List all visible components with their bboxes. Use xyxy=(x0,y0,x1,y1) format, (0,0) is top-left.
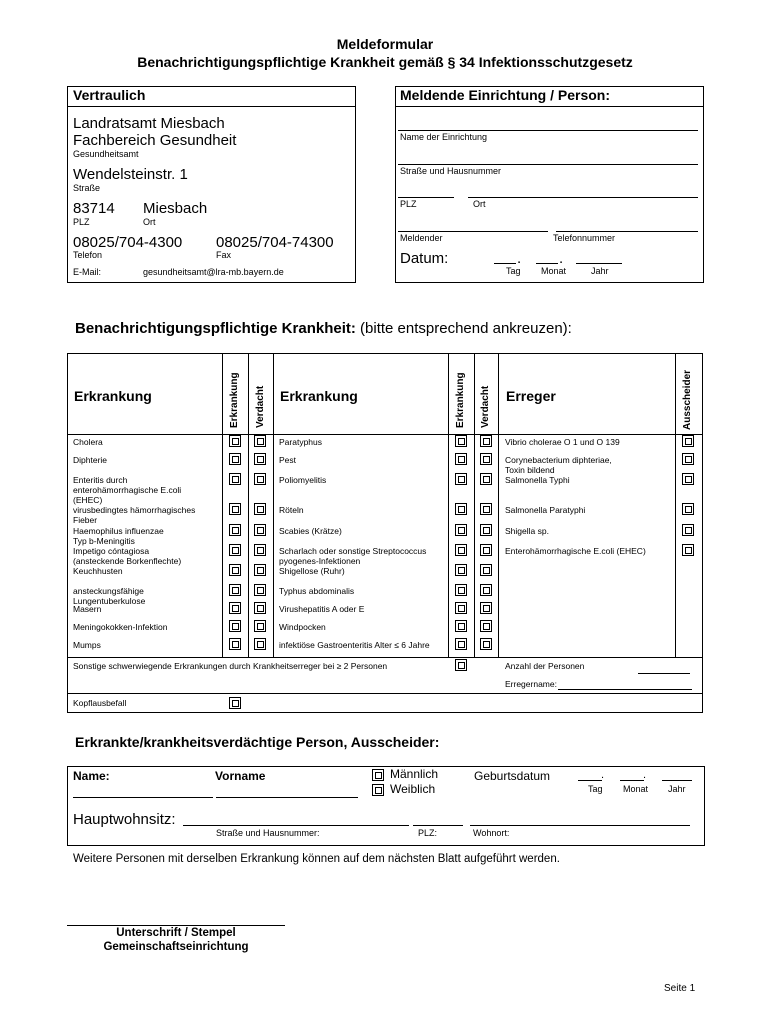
pathogen-salmonella-paratyphi: Salmonella Paratyphi xyxy=(505,505,586,515)
additional-persons-note: Weitere Personen mit derselben Erkrankung können auf dem nächsten Blatt aufgeführt werden. xyxy=(73,853,560,865)
checkbox-tuberculosis-illness[interactable] xyxy=(229,584,241,596)
date-separator: . xyxy=(559,250,564,267)
checkbox-mumps-suspicion[interactable] xyxy=(254,638,266,650)
other-diseases-text: Sonstige schwerwiegende Erkrankungen durch Krankheitserreger bei ≥ 2 Personen xyxy=(73,661,388,671)
col-header-pathogen: Erreger xyxy=(506,388,556,404)
checkbox-scabies-suspicion[interactable] xyxy=(480,524,492,536)
recipient-box xyxy=(67,86,356,283)
pathogen-shigella: Shigella sp. xyxy=(505,526,549,536)
disease-pertussis: Keuchhusten xyxy=(73,566,123,576)
checkbox-scabies-illness[interactable] xyxy=(455,524,467,536)
checkbox-cholera-suspicion[interactable] xyxy=(254,435,266,447)
office-name: Landratsamt Miesbach xyxy=(73,115,225,132)
office-plz: 83714 xyxy=(73,200,115,217)
plz-label: PLZ xyxy=(73,217,90,227)
checkbox-hemorrhagic-suspicion[interactable] xyxy=(254,503,266,515)
institution-name-label: Name der Einrichtung xyxy=(400,132,488,142)
checkbox-plague-illness[interactable] xyxy=(455,453,467,465)
reporter-phone-field[interactable] xyxy=(556,218,698,232)
city-label: Wohnort: xyxy=(473,828,510,838)
pathogen-name-field[interactable] xyxy=(558,680,692,690)
birth-year-field[interactable] xyxy=(662,771,692,781)
plz-label: PLZ: xyxy=(418,828,438,838)
pathogen-ehec: Enterohämorrhagische E.coli (EHEC) xyxy=(505,546,646,556)
institution-street-label: Straße und Hausnummer xyxy=(400,166,502,176)
birthdate-label: Geburtsdatum xyxy=(474,769,551,783)
checkbox-impetigo-suspicion[interactable] xyxy=(254,544,266,556)
form-subtitle: Benachrichtigungspflichtige Krankheit gemäß § 34 Infektionsschutzgesetz xyxy=(137,54,633,70)
institution-ort-label: Ort xyxy=(473,199,486,209)
checkbox-salmonella-typhi-carrier[interactable] xyxy=(682,473,694,485)
office-email: gesundheitsamt@lra-mb.bayern.de xyxy=(143,267,284,277)
birth-date-separator: . xyxy=(601,769,605,781)
date-separator: . xyxy=(517,250,522,267)
checkbox-shigellosis-suspicion[interactable] xyxy=(480,564,492,576)
checkbox-shigellosis-illness[interactable] xyxy=(455,564,467,576)
checkbox-ehec-carrier[interactable] xyxy=(682,544,694,556)
pathogen-salmonella-typhi: Salmonella Typhi xyxy=(505,475,570,485)
institution-plz-label: PLZ xyxy=(400,199,417,209)
residence-label: Hauptwohnsitz: xyxy=(73,811,176,828)
confidential-heading: Vertraulich xyxy=(73,87,146,103)
checkbox-other-diseases[interactable] xyxy=(455,659,467,671)
checkbox-scarlet-illness[interactable] xyxy=(455,544,467,556)
pathogen-vibrio: Vibrio cholerae O 1 und O 139 xyxy=(505,437,620,447)
disease-scabies: Scabies (Krätze) xyxy=(279,526,342,536)
person-section-title: Erkrankte/krankheitsverdächtige Person, Ausscheider: xyxy=(75,734,440,750)
checkbox-haemophilus-illness[interactable] xyxy=(229,524,241,536)
reporter-heading: Meldende Einrichtung / Person: xyxy=(400,87,611,103)
checkbox-typhus-illness[interactable] xyxy=(455,584,467,596)
office-label: Gesundheitsamt xyxy=(73,149,139,159)
disease-impetigo: Impetigo cóntagiosa (ansteckende Borkenflechte) xyxy=(73,546,182,566)
checkbox-polio-illness[interactable] xyxy=(455,473,467,485)
street-label: Straße xyxy=(73,183,101,193)
checkbox-polio-suspicion[interactable] xyxy=(480,473,492,485)
disease-plague: Pest xyxy=(279,455,297,465)
institution-label: Gemeinschaftseinrichtung xyxy=(103,941,249,953)
col-header-disease: Erkrankung xyxy=(280,388,358,404)
checkbox-chickenpox-illness[interactable] xyxy=(455,620,467,632)
checkbox-measles-illness[interactable] xyxy=(229,602,241,614)
disease-section-title-bold: Benachrichtigungspflichtige Krankheit: xyxy=(75,320,356,337)
phone-label: Telefon xyxy=(73,250,103,260)
checkbox-plague-suspicion[interactable] xyxy=(480,453,492,465)
signature-label: Unterschrift / Stempel xyxy=(116,927,236,939)
disease-section-title-rest: (bitte entsprechend ankreuzen): xyxy=(355,320,572,337)
disease-typhus: Typhus abdominalis xyxy=(279,586,355,596)
date-label: Datum: xyxy=(400,250,449,267)
residence-plz-field[interactable] xyxy=(413,813,463,826)
reporter-phone-label: Telefonnummer xyxy=(553,233,616,243)
head-lice-row xyxy=(67,693,703,713)
reporter-field[interactable] xyxy=(398,218,548,232)
col-header-illness-vertical: Erkrankung xyxy=(229,372,240,428)
birth-day-field[interactable] xyxy=(578,769,605,781)
disease-cholera: Cholera xyxy=(73,437,103,447)
checkbox-cholera-illness[interactable] xyxy=(229,435,241,447)
disease-rubella: Röteln xyxy=(279,505,304,515)
checkbox-hepatitis-illness[interactable] xyxy=(455,602,467,614)
col-header-suspicion-vertical: Verdacht xyxy=(255,385,266,428)
checkbox-hemorrhagic-illness[interactable] xyxy=(229,503,241,515)
checkbox-salmonella-paratyphi-carrier[interactable] xyxy=(682,503,694,515)
birth-year-label: Jahr xyxy=(668,784,686,794)
disease-scarlet-fever: Scharlach oder sonstige Streptococcus pyogenes-Infektionen xyxy=(279,546,427,566)
checkbox-head-lice[interactable] xyxy=(229,697,241,709)
reporter-box xyxy=(395,86,704,283)
male-label: Männlich xyxy=(390,767,439,781)
birth-month-field[interactable] xyxy=(620,769,647,781)
day-label: Tag xyxy=(506,266,521,276)
name-label: Name: xyxy=(73,769,110,783)
checkbox-paratyphus-illness[interactable] xyxy=(455,435,467,447)
firstname-field[interactable] xyxy=(216,786,358,798)
institution-plz-field[interactable] xyxy=(398,184,454,198)
disease-measles: Masern xyxy=(73,604,102,614)
disease-mumps: Mumps xyxy=(73,640,101,650)
person-count-field[interactable] xyxy=(638,664,690,674)
checkbox-meningococcal-suspicion[interactable] xyxy=(254,620,266,632)
checkbox-corynebacterium-carrier[interactable] xyxy=(682,453,694,465)
person-count-label: Anzahl der Personen xyxy=(505,661,585,671)
checkbox-measles-suspicion[interactable] xyxy=(254,602,266,614)
checkbox-pertussis-illness[interactable] xyxy=(229,564,241,576)
residence-city-field[interactable] xyxy=(470,813,690,826)
checkbox-diphtheria-suspicion[interactable] xyxy=(254,453,266,465)
checkbox-male[interactable] xyxy=(372,769,384,781)
institution-name-field[interactable] xyxy=(398,117,698,131)
fax-label: Fax xyxy=(216,250,232,260)
disease-chickenpox: Windpocken xyxy=(279,622,326,632)
disease-polio: Poliomyelitis xyxy=(279,475,327,485)
disease-gastroenteritis: infektiöse Gastroenteritis Alter ≤ 6 Jahre xyxy=(279,640,430,650)
disease-ehec-enteritis: Enteritis durch enterohämorrhagische E.coli (EHEC) xyxy=(73,475,182,505)
checkbox-tuberculosis-suspicion[interactable] xyxy=(254,584,266,596)
institution-city-field[interactable] xyxy=(468,184,698,198)
checkbox-ehec-illness[interactable] xyxy=(229,473,241,485)
pathogen-name-label: Erregername: xyxy=(505,679,557,689)
person-box xyxy=(67,766,705,846)
checkbox-meningococcal-illness[interactable] xyxy=(229,620,241,632)
checkbox-scarlet-suspicion[interactable] xyxy=(480,544,492,556)
checkbox-haemophilus-suspicion[interactable] xyxy=(254,524,266,536)
col-header-suspicion-vertical: Verdacht xyxy=(480,385,491,428)
disease-shigellosis: Shigellose (Ruhr) xyxy=(279,566,345,576)
col-header-illness-vertical: Erkrankung xyxy=(455,372,466,428)
page-number: Seite 1 xyxy=(664,983,696,994)
checkbox-typhus-suspicion[interactable] xyxy=(480,584,492,596)
checkbox-paratyphus-suspicion[interactable] xyxy=(480,435,492,447)
checkbox-mumps-illness[interactable] xyxy=(229,638,241,650)
disease-hemorrhagic-fever: virusbedingtes hämorrhagisches Fieber xyxy=(73,505,196,525)
residence-street-field[interactable] xyxy=(183,813,409,826)
office-phone: 08025/704-4300 xyxy=(73,234,183,251)
year-label: Jahr xyxy=(591,266,609,276)
office-fax: 08025/704-74300 xyxy=(216,234,334,251)
institution-street-field[interactable] xyxy=(398,151,698,165)
checkbox-impetigo-illness[interactable] xyxy=(229,544,241,556)
checkbox-rubella-illness[interactable] xyxy=(455,503,467,515)
office-city: Miesbach xyxy=(143,200,208,217)
disease-paratyphus: Paratyphus xyxy=(279,437,322,447)
date-day-field[interactable] xyxy=(494,252,516,264)
pathogen-corynebacterium: Corynebacterium diphteriae, Toxin bildend xyxy=(505,455,612,475)
date-year-field[interactable] xyxy=(576,252,622,264)
birth-date-separator: . xyxy=(643,769,647,781)
checkbox-rubella-suspicion[interactable] xyxy=(480,503,492,515)
street-label: Straße und Hausnummer: xyxy=(216,828,320,838)
firstname-label: Vorname xyxy=(215,769,266,783)
disease-hepatitis: Virushepatitis A oder E xyxy=(279,604,365,614)
checkbox-diphtheria-illness[interactable] xyxy=(229,453,241,465)
disease-haemophilus: Haemophilus influenzae Typ b-Meningitis xyxy=(73,526,164,546)
reporter-label: Meldender xyxy=(400,233,443,243)
col-header-disease: Erkrankung xyxy=(74,388,152,404)
checkbox-female[interactable] xyxy=(372,784,384,796)
checkbox-gastroenteritis-suspicion[interactable] xyxy=(480,638,492,650)
month-label: Monat xyxy=(541,266,567,276)
signature-line[interactable] xyxy=(67,925,285,926)
birth-day-label: Tag xyxy=(588,784,603,794)
form-title: Meldeformular xyxy=(336,36,434,52)
female-label: Weiblich xyxy=(390,782,436,796)
checkbox-shigella-carrier[interactable] xyxy=(682,524,694,536)
head-lice-text: Kopflausbefall xyxy=(73,698,127,708)
birth-month-label: Monat xyxy=(623,784,649,794)
disease-tuberculosis: ansteckungsfähige Lungentuberkulose xyxy=(73,586,146,606)
checkbox-gastroenteritis-illness[interactable] xyxy=(455,638,467,650)
name-field[interactable] xyxy=(73,786,213,798)
disease-meningococcal: Meningokokken-Infektion xyxy=(73,622,168,632)
disease-section-title xyxy=(75,320,572,337)
checkbox-pertussis-suspicion[interactable] xyxy=(254,564,266,576)
office-street: Wendelsteinstr. 1 xyxy=(73,166,188,183)
checkbox-chickenpox-suspicion[interactable] xyxy=(480,620,492,632)
checkbox-hepatitis-suspicion[interactable] xyxy=(480,602,492,614)
date-month-field[interactable] xyxy=(536,252,558,264)
checkbox-ehec-suspicion[interactable] xyxy=(254,473,266,485)
email-label: E-Mail: xyxy=(73,267,102,277)
office-department: Fachbereich Gesundheit xyxy=(73,132,237,149)
col-header-carrier-vertical: Ausscheider xyxy=(682,369,693,430)
checkbox-vibrio-carrier[interactable] xyxy=(682,435,694,447)
ort-label: Ort xyxy=(143,217,156,227)
disease-diphtheria: Diphterie xyxy=(73,455,108,465)
